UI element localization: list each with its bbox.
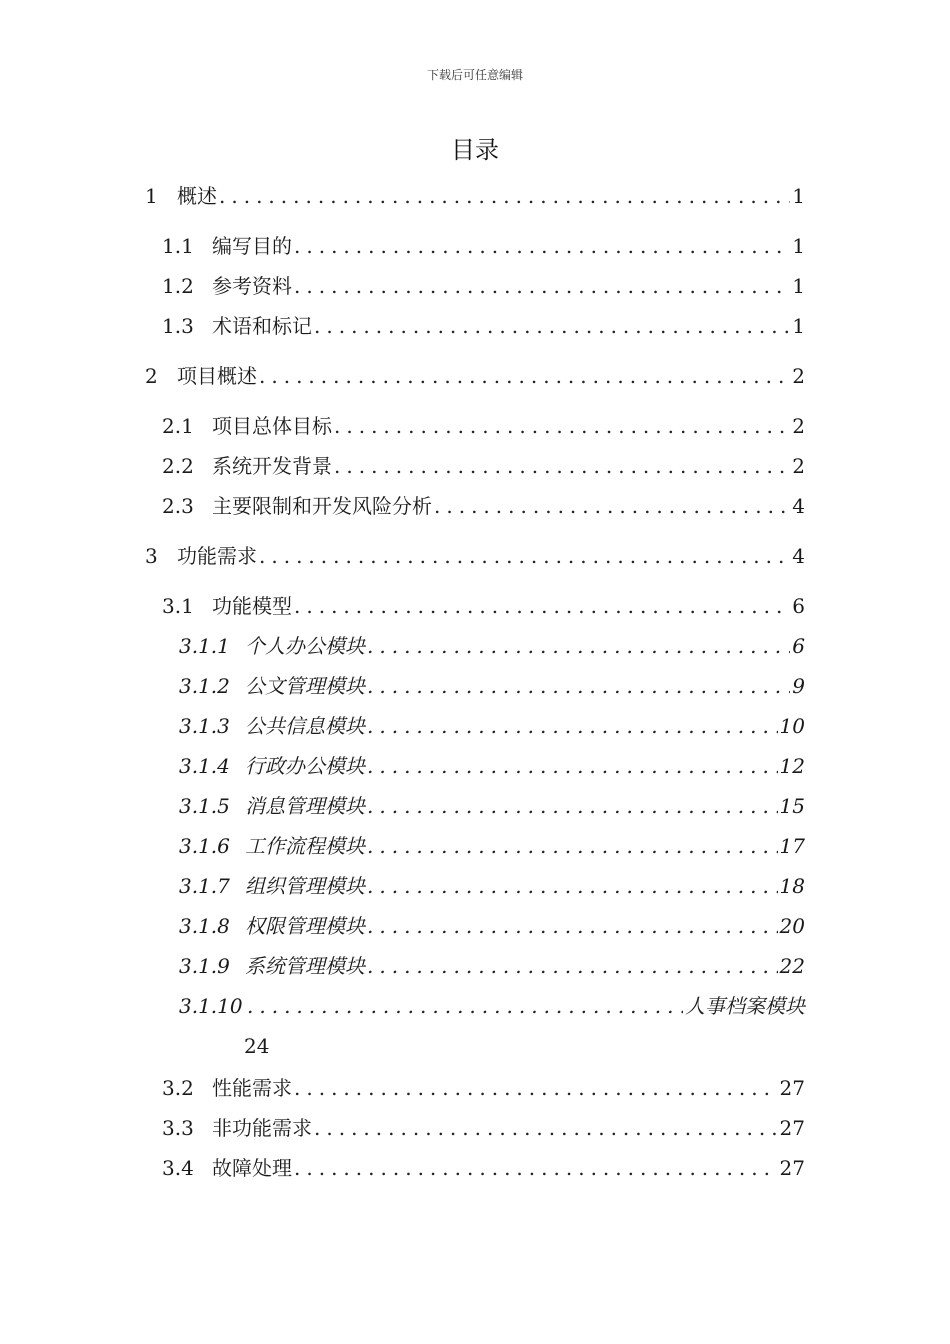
toc-number: 3.2 [162, 1076, 194, 1100]
toc-title: 目录 [451, 136, 499, 164]
toc-number: 2 [145, 364, 158, 388]
toc-text: 人事档案模块 [685, 994, 805, 1018]
toc-number: 3.1.6 [179, 834, 230, 858]
toc-entry-1-1[interactable] [162, 230, 805, 260]
toc-text: 项目概述 [177, 364, 257, 388]
toc-number: 2.3 [162, 494, 194, 518]
toc-leader [367, 912, 778, 940]
toc-text: 概述 [177, 184, 217, 208]
page-header-note: 下载后可任意编辑 [426, 68, 523, 82]
toc-text: 功能模型 [212, 594, 292, 618]
toc-number: 3.1.1 [179, 634, 230, 658]
toc-text: 项目总体目标 [212, 414, 332, 438]
toc-number: 1.1 [162, 234, 194, 258]
toc-page: 2 [792, 364, 805, 388]
toc-number: 3.3 [162, 1116, 194, 1140]
toc-number: 3.1 [162, 594, 194, 618]
toc-entry-3-1-2[interactable] [179, 670, 805, 700]
toc-leader [294, 1074, 778, 1102]
toc-number: 3.1.2 [179, 674, 230, 698]
toc-number: 1.3 [162, 314, 194, 338]
toc-page: 27 [779, 1156, 805, 1180]
toc-number: 3.4 [162, 1156, 194, 1180]
toc-text: 参考资料 [212, 274, 292, 298]
toc-page: 1 [792, 184, 805, 208]
toc-entry-3-1-7[interactable] [179, 870, 805, 900]
toc-text: 组织管理模块 [245, 874, 365, 898]
toc-number: 3.1.10 [179, 994, 243, 1018]
toc-page: 2 [792, 454, 805, 478]
toc-leader [367, 792, 778, 820]
toc-entry-1-3[interactable] [162, 310, 805, 340]
toc-leader [434, 492, 790, 520]
toc-page: 6 [792, 594, 805, 618]
toc-entry-3-1[interactable] [162, 590, 805, 620]
toc-leader [367, 872, 778, 900]
toc-entry-3-1-3[interactable] [179, 710, 805, 740]
toc-page: 17 [779, 834, 805, 858]
toc-entry-2[interactable] [145, 360, 805, 390]
toc-page: 1 [792, 274, 805, 298]
toc-text: 编写目的 [212, 234, 292, 258]
toc-number: 2.2 [162, 454, 194, 478]
toc-text: 术语和标记 [212, 314, 312, 338]
toc-entry-3-1-6[interactable] [179, 830, 805, 860]
toc-page: 4 [792, 544, 805, 568]
toc-leader [259, 362, 790, 390]
toc-text: 消息管理模块 [245, 794, 365, 818]
toc-leader [219, 182, 790, 210]
toc-number: 3.1.3 [179, 714, 230, 738]
toc-entry-3-1-10[interactable] [179, 990, 805, 1020]
toc-page: 15 [779, 794, 805, 818]
toc-leader [367, 712, 778, 740]
toc-page: 10 [779, 714, 805, 738]
toc-text: 系统管理模块 [245, 954, 365, 978]
toc-page: 6 [792, 634, 805, 658]
toc-number: 3 [145, 544, 158, 568]
toc-entry-2-3[interactable] [162, 490, 805, 520]
toc-entry-3-1-8[interactable] [179, 910, 805, 940]
toc-text: 公共信息模块 [245, 714, 365, 738]
toc-entry-1-2[interactable] [162, 270, 805, 300]
toc-text: 非功能需求 [212, 1116, 312, 1140]
toc-entry-2-1[interactable] [162, 410, 805, 440]
toc-page: 27 [779, 1116, 805, 1140]
toc-entry-2-2[interactable] [162, 450, 805, 480]
toc-leader [314, 1114, 778, 1142]
toc-leader [367, 952, 778, 980]
toc-text: 性能需求 [212, 1076, 292, 1100]
toc-leader [334, 452, 790, 480]
toc-text: 公文管理模块 [245, 674, 365, 698]
toc-page: 2 [792, 414, 805, 438]
toc-page: 27 [779, 1076, 805, 1100]
toc-leader [367, 752, 778, 780]
toc-leader [367, 832, 778, 860]
toc-number: 3.1.8 [179, 914, 230, 938]
toc-page: 20 [779, 914, 805, 938]
toc-leader [294, 232, 790, 260]
toc-number: 1 [145, 184, 158, 208]
toc-text: 功能需求 [177, 544, 257, 568]
toc-number: 3.1.7 [179, 874, 230, 898]
toc-page: 18 [779, 874, 805, 898]
toc-leader [294, 272, 790, 300]
toc-leader [367, 672, 790, 700]
toc-text: 工作流程模块 [245, 834, 365, 858]
toc-text: 主要限制和开发风险分析 [212, 494, 432, 518]
toc-number: 1.2 [162, 274, 194, 298]
toc-page: 22 [779, 954, 805, 978]
toc-page: 12 [779, 754, 805, 778]
toc-leader [259, 542, 790, 570]
toc-entry-3-1-5[interactable] [179, 790, 805, 820]
toc-entry-3-2[interactable] [162, 1072, 805, 1102]
toc-text: 行政办公模块 [245, 754, 365, 778]
toc-leader [294, 592, 790, 620]
toc-page: 4 [792, 494, 805, 518]
toc-page: 1 [792, 234, 805, 258]
toc-page-wrapped: 24 [244, 1034, 270, 1058]
toc-entry-3-3[interactable] [162, 1112, 805, 1142]
toc-entry-3-1-9[interactable] [179, 950, 805, 980]
toc-number: 3.1.5 [179, 794, 230, 818]
toc-entry-3[interactable] [145, 540, 805, 570]
toc-text: 个人办公模块 [245, 634, 365, 658]
toc-entry-1[interactable] [145, 180, 805, 210]
toc-number: 3.1.4 [179, 754, 230, 778]
toc-leader [314, 312, 790, 340]
toc-leader [294, 1154, 778, 1182]
toc-number: 2.1 [162, 414, 194, 438]
toc-number: 3.1.9 [179, 954, 230, 978]
toc-text: 故障处理 [212, 1156, 292, 1180]
toc-leader [247, 992, 683, 1020]
toc-entry-3-4[interactable] [162, 1152, 805, 1182]
toc-page: 9 [792, 674, 805, 698]
toc-entry-3-1-1[interactable] [179, 630, 805, 660]
toc-entry-3-1-4[interactable] [179, 750, 805, 780]
toc-text: 系统开发背景 [212, 454, 332, 478]
toc-leader [334, 412, 790, 440]
toc-text: 权限管理模块 [245, 914, 365, 938]
toc-leader [367, 632, 790, 660]
toc-page: 1 [792, 314, 805, 338]
